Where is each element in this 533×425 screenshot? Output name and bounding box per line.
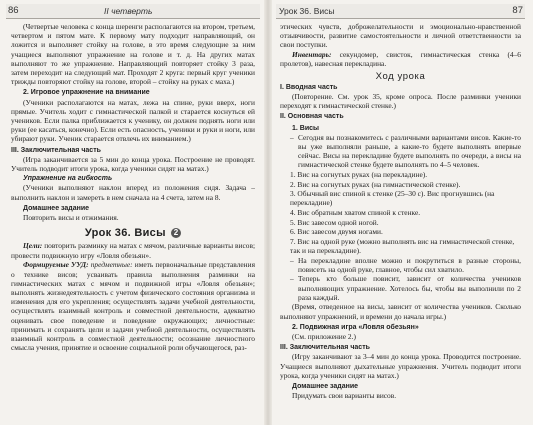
list-item: – Теперь кто больше повисит, зависит от количества учеников выполняющих упражнение. Хотелось бы, чтобы вы выполнили по 2 раза каждый. (290, 274, 521, 302)
heading-hangs: 1. Висы (292, 124, 320, 132)
heading-homework-left: Домашнее задание (23, 204, 90, 212)
list-hangs-intro (280, 133, 521, 170)
uud-text: иметь первоначальные представления о технике висов; усваивать правила выполнения разминки на гимнастических матах с мячом и подвижной игры «Ловля обезьян»; выполнять жизнедеятельность с учетом физического состояния организма и изменения для его укрепления; осуществлять задачи учебной деятельности, осуществлять взаимный контроль и совместной деятельности, адекватно оценивать свое поведение и поведение окружающих; личностные: принимать и сохранять цели и задачи учебной деятельности, осуществлять взаимный контроль в совместной деятельности; осознание личностного смысла учения, принятие и освоение социальной роли обучающегося, раз- (11, 260, 255, 353)
paragraph-attention-game: (Ученики располагаются на матах, лежа на спине, руки вверх, ноги прямые. Учитель ходит с гимнастической палкой и старается коснуться ей учеников. Если палка приближается к ученику, он должен поднять ноги или руки (ее касаться, конечно). Если есть опасность, ученики и руки и ноги, или убирают руки. Ученик старается отвлечь их вниманием.) (11, 97, 255, 144)
list-item: 6. Вис завесом двумя ногами. (290, 227, 383, 237)
heading-main-part: II. Основная часть (280, 113, 344, 121)
left-page (0, 0, 264, 425)
paragraph-hangs-note: (Время, отведенное на висы, зависит от количества учеников. Сколько выполняют упражнений, и времени до начала игры.) (280, 302, 521, 321)
paragraph-goals (11, 241, 255, 259)
paragraph-monkey-game: (См. приложение 2.) (292, 332, 356, 341)
right-page-header (276, 4, 525, 19)
paragraph-uud-continuation: этических чувств, доброжелательности и эмоционально-нравственной отзывчивости, развитие самостоятельности и личной ответственности за свои поступки. (280, 22, 521, 50)
paragraph-intro: (Повторение. См. урок 35, кроме опроса. После разминки ученики переходят к гимнастической стенке.) (280, 92, 521, 111)
heading-lesson-course: Ход урока (375, 70, 426, 82)
left-page-body (11, 22, 255, 353)
left-running-head: II четверть (104, 6, 153, 16)
paragraph-uud (11, 260, 255, 352)
paragraph-final-left: (Игра заканчивается за 5 мин до конца урока. Построение не проводят. Учитель подводит итоги урока, когда ученики сидят на матах.) (11, 154, 255, 174)
paragraph-homework-left: Повторить висы и отжимания. (23, 213, 119, 223)
list-item: 2. Вис на согнутых руках (на гимнастической стенке). (290, 179, 461, 189)
list-item: 4. Вис обратным хватом спиной к стенке. (290, 208, 421, 218)
uud-label: Формируемые УУД: (23, 260, 89, 270)
heading-attention-game: 2. Игровое упражнение на внимание (23, 89, 150, 97)
inventory-label: Инвентарь: (292, 50, 332, 60)
uud-subject-label: предметные: (90, 260, 133, 270)
paragraph-homework-right: Придумать свои варианты висов. (292, 391, 397, 401)
lesson-number-badge: 2 (171, 228, 181, 238)
goals-label: Цели: (23, 241, 43, 251)
list-item: 1. Вис на согнутых руках (на перекладине). (290, 170, 428, 180)
heading-homework-right: Домашнее задание (292, 383, 359, 391)
heading-flexibility: Упражнение на гибкость (23, 175, 113, 183)
book-gutter (264, 0, 272, 425)
left-page-number: 86 (8, 5, 19, 16)
inventory-text: секундомер, свисток, гимнастическая стенка (4–6 пролетов), навесная перекладина. (280, 50, 521, 69)
right-running-head: Урок 36. Висы (279, 6, 335, 16)
right-page-number: 87 (512, 5, 523, 16)
lesson-title (11, 228, 255, 238)
heading-intro-part: I. Вводная часть (280, 83, 338, 91)
heading-monkey-game: 2. Подвижная игра «Ловля обезьян» (292, 323, 419, 331)
list-hangs-tips (280, 256, 521, 302)
paragraph-exercise-continuation: (Четвертые человека с конца шеренги располагаются на втором, третьем, четвертом и пятом мате. К первому мату подходит направляющий, он ложится и выполняет стойку на голове, в это время следующие за ним учащиеся выполняют упражнение на голове и т. д. На других матах выполняют то же упражнение. Направляющий повторяет стойку 3 раза, затем переходит на следующий мат. Проходят 2 круга: первый круг ученики трижды повторяют стойку на голове, второй – стойку на руках с маха.) (11, 22, 255, 87)
list-item: – Сегодня вы познакомитесь с различными вариантами висов. Какие-то вы уже выполняли раньше, а какие-то будете выполнять впервые сейчас. Висы на перекладине будете выполнять по очереди, а висы на гимнастической стенке будете выполнять по 4–5 человек. (290, 133, 521, 170)
list-item: 5. Вис завесом одной ногой. (290, 217, 379, 227)
heading-final-part-right: III. Заключительная часть (280, 344, 370, 352)
list-item: 7. Вис на одной руке (можно выполнять вис на гимнастической стенке, так и на перекладине). (290, 236, 515, 255)
heading-final-part-left: III. Заключительная часть (11, 146, 101, 154)
left-page-header (6, 4, 260, 19)
paragraph-inventory (280, 50, 521, 68)
right-page (272, 0, 533, 425)
lesson-title-text: Урок 36. Висы (84, 227, 166, 240)
paragraph-flexibility: (Ученики выполняют наклон вперед из положения сидя. Задача – выполнить наклон и замереть в нем сначала на 4 счета, затем на 8. (11, 183, 255, 202)
list-item: – На перекладине вполне можно и покрутиться в разные стороны, повисеть на одной руке, главное, чтобы сил хватило. (290, 256, 521, 274)
list-hang-variants (280, 170, 521, 255)
goals-text: повторить разминку на матах с мячом, различные варианты висов; провести подвижную игру «Ловля обезьян». (11, 241, 255, 260)
right-page-body (280, 22, 521, 401)
paragraph-final-right: (Игру заканчивают за 3–4 мин до конца урока. Проводится построение. Учащиеся выполняют дыхательные упражнения. Учитель подводит итоги урока, когда ученики сидят на матах.) (280, 352, 521, 380)
list-item: 3. Обычный вис спиной к стенке (25–30 с). Вис прогнувшись (на перекладине) (290, 189, 495, 208)
